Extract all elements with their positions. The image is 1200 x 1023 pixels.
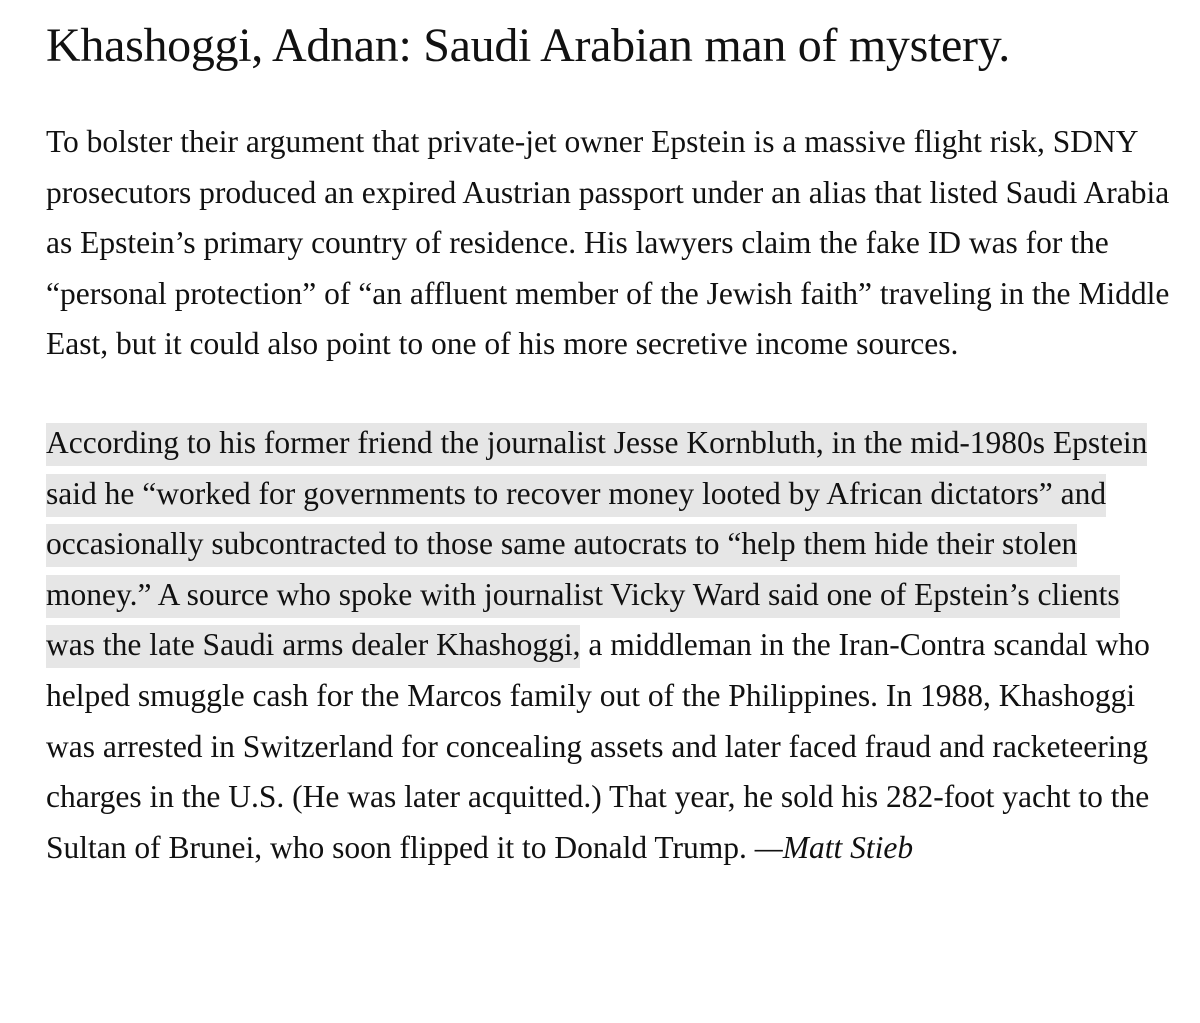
author-byline: —Matt Stieb <box>754 829 914 865</box>
selected-text-highlight[interactable]: According to his former friend the journalist Jesse Kornbluth, in the mid-1980s Epstein said he “worked for governments to recover money looted by African dictators” and occasionally subcontracted to those same autocrats to “help them hide their stolen money.” A source who spoke with journalist Vicky Ward said one of Epstein’s clients was the late Saudi arms dealer Khashoggi, <box>46 423 1147 668</box>
paragraph-2 <box>46 418 1176 873</box>
article-body <box>46 14 1176 873</box>
paragraph-1: To bolster their argument that private-jet owner Epstein is a massive flight risk, SDNY prosecutors produced an expired Austrian passport under an alias that listed Saudi Arabia as Epstein’s primary country of residence. His lawyers claim the fake ID was for the “personal protection” of “an affluent member of the Jewish faith” traveling in the Middle East, but it could also point to one of his more secretive income sources. <box>46 124 1170 362</box>
article-heading: Khashoggi, Adnan: Saudi Arabian man of mystery. <box>46 19 1010 72</box>
paragraph-2-continued: a middleman in the Iran-Contra scandal who helped smuggle cash for the Marcos family out of the Philippines. In 1988, Khashoggi was arrested in Switzerland for concealing assets and later faced fraud and racketeering charges in the U.S. (He was later acquitted.) That year, he sold his 282-foot yacht to the Sultan of Brunei, who soon flipped it to Donald Trump. <box>46 627 1150 865</box>
